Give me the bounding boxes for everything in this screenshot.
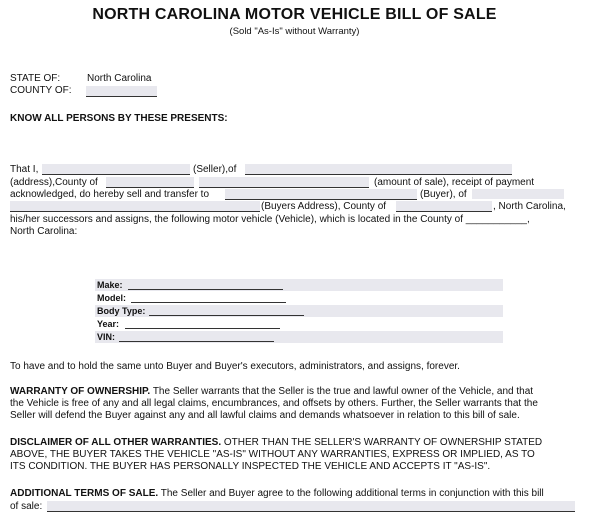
county-field[interactable] xyxy=(86,86,157,97)
body-line-2-end: (amount of sale), receipt of payment xyxy=(374,177,535,188)
buyer-name-field[interactable] xyxy=(225,189,417,200)
vehicle-vin-row[interactable] xyxy=(95,331,503,343)
disclaimer-line-2: ABOVE, THE BUYER TAKES THE VEHICLE "AS-IS" WITHOUT ANY WARRANTIES, EXPRESS OR IMPLIED, AS TO xyxy=(10,449,535,460)
body-line-6: North Carolina: xyxy=(10,226,78,237)
body-type-line xyxy=(149,315,304,316)
body-line-4-mid: (Buyers Address), County of xyxy=(261,201,387,212)
vehicle-model-row[interactable] xyxy=(95,292,503,304)
additional-terms-field[interactable] xyxy=(47,501,575,512)
disclaimer-line-1: OTHER THAN THE SELLER'S WARRANTY OF OWNERSHIP STATED xyxy=(223,437,543,448)
sale-amount-field[interactable] xyxy=(199,177,369,188)
seller-address-field[interactable] xyxy=(245,164,512,175)
seller-county-field[interactable] xyxy=(106,177,194,188)
additional-terms-line-1: The Seller and Buyer agree to the following additional terms in conjunction with this bill xyxy=(160,488,544,499)
year-line xyxy=(125,328,280,329)
vin-label: VIN: xyxy=(97,332,115,342)
state-label: STATE OF: xyxy=(10,73,61,84)
make-line xyxy=(128,289,283,290)
body-line-4-end: , North Carolina, xyxy=(493,201,566,212)
vehicle-body-type-row[interactable] xyxy=(95,305,503,317)
warranty-line-1: The Seller warrants that the Seller is the true and lawful owner of the Vehicle, and that xyxy=(152,386,534,397)
additional-terms-line-2: of sale: xyxy=(10,501,43,512)
hold-clause: To have and to hold the same unto Buyer and Buyer's executors, administrators, and assigns, forever. xyxy=(10,361,460,372)
body-line-5: his/her successors and assigns, the following motor vehicle (Vehicle), which is located in the County of ___________, xyxy=(10,214,530,225)
buyer-county-field[interactable] xyxy=(396,201,492,212)
body-line-2-start: (address),County of xyxy=(10,177,98,188)
additional-terms-heading: ADDITIONAL TERMS OF SALE. xyxy=(10,488,159,499)
body-line-3-end: (Buyer), of xyxy=(420,189,467,200)
body-line-3-start: acknowledged, do hereby sell and transfer to xyxy=(10,189,210,200)
year-label: Year: xyxy=(97,319,120,329)
know-all-heading: KNOW ALL PERSONS BY THESE PRESENTS: xyxy=(10,113,228,124)
warranty-heading: WARRANTY OF OWNERSHIP. xyxy=(10,386,151,397)
body-type-label: Body Type: xyxy=(97,306,146,316)
document-subtitle: (Sold "As-Is" without Warranty) xyxy=(229,26,360,37)
state-value: North Carolina xyxy=(87,73,152,84)
vehicle-make-row[interactable] xyxy=(95,279,503,291)
document-title: NORTH CAROLINA MOTOR VEHICLE BILL OF SALE xyxy=(92,6,497,23)
model-line xyxy=(131,302,286,303)
seller-name-field[interactable] xyxy=(42,164,190,175)
disclaimer-line-3: ITS CONDITION. THE BUYER HAS PERSONALLY INSPECTED THE VEHICLE AND ACCEPTS IT "AS-IS". xyxy=(10,461,491,472)
vehicle-year-row[interactable] xyxy=(95,318,503,330)
county-label: COUNTY OF: xyxy=(10,85,72,96)
make-label: Make: xyxy=(97,280,123,290)
warranty-line-2: the Vehicle is free of any and all legal claims, encumbrances, and offsets by others. Further, the Seller warrants that the xyxy=(10,398,538,409)
vin-line xyxy=(119,341,274,342)
body-line-1-mid: (Seller),of xyxy=(193,164,237,175)
buyer-of-field[interactable] xyxy=(472,189,564,199)
model-label: Model: xyxy=(97,293,126,303)
buyer-address-field[interactable] xyxy=(10,201,260,212)
body-line-1-start: That I, xyxy=(10,164,39,175)
disclaimer-heading: DISCLAIMER OF ALL OTHER WARRANTIES. xyxy=(10,437,222,448)
warranty-line-3: Seller will defend the Buyer against any and all lawful claims and demands whatsoever in relation to this bill of sale. xyxy=(10,410,520,421)
